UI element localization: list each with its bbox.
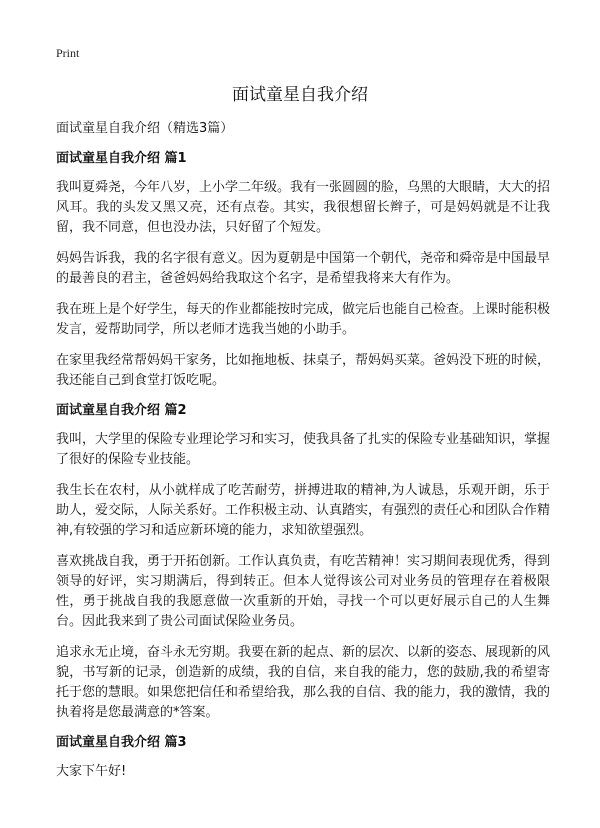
paragraph: 妈妈告诉我，我的名字很有意义。因为夏朝是中国第一个朝代，尧帝和舜帝是中国最早的最善良的君主，爸爸妈妈给我取这个名字，是希望我将来大有作为。 [56, 251, 551, 286]
paragraph: 我在班上是个好学生，每天的作业都能按时完成，做完后也能自己检查。上课时能积极发言，爱帮助同学，所以老师才选我当她的小助手。 [56, 302, 551, 337]
paragraph: 大家下午好! [56, 764, 127, 779]
section-heading: 面试童星自我介绍 篇1 [56, 151, 187, 166]
section-heading: 面试童星自我介绍 篇3 [56, 735, 187, 750]
document-body [56, 120, 550, 793]
paragraph: 追求永无止境，奋斗永无穷期。我要在新的起点、新的层次、以新的姿态、展现新的风貌，书写新的记录，创造新的成绩，我的自信，来自我的能力，您的鼓励,我的希望寄托于您的慧眼。如果您把信任和希望给我，那么我的自信、我的能力，我的激情，我的执着将是您最满意的*答案。 [56, 645, 551, 720]
paragraph: 在家里我经常帮妈妈干家务，比如拖地板、抹桌子，帮妈妈买菜。爸妈没下班的时候，我还能自己到食堂打饭吃呢。 [56, 353, 551, 388]
paragraph: 我叫夏舜尧，今年八岁，上小学二年级。我有一张圆圆的脸，乌黑的大眼睛，大大的招风耳。我的头发又黑又亮，还有点卷。其实，我很想留长辫子，可是妈妈就是不让我留，我不同意，但也没办法，只好留了个短发。 [56, 180, 551, 235]
section-1 [56, 150, 550, 391]
document-subtitle: 面试童星自我介绍（精选3篇） [56, 121, 234, 136]
print-label: Print [56, 46, 80, 60]
paragraph: 我叫，大学里的保险专业理论学习和实习，使我具备了扎实的保险专业基础知识，掌握了很好的保险专业技能。 [56, 432, 551, 467]
paragraph: 喜欢挑战自我，勇于开拓创新。工作认真负责，有吃苦精神！实习期间表现优秀，得到领导的好评，实习期满后，得到转正。但本人觉得该公司对业务员的管理存在着极限性，勇于挑战自我的我愿意做一次重新的开始，寻找一个可以更好展示自己的人生舞台。因此我来到了贵公司面试保险业务员。 [56, 554, 551, 629]
page-title: 面试童星自我介绍 [232, 85, 368, 105]
section-2 [56, 402, 550, 723]
paragraph: 我生长在农村，从小就样成了吃苦耐劳，拼搏进取的精神,为人诚恳，乐观开朗，乐于助人，爱交际，人际关系好。工作积极主动、认真踏实，有强烈的责任心和团队合作精神,有较强的学习和适应新环境的能力，求知欲望强烈。 [56, 483, 551, 538]
section-3 [56, 734, 550, 782]
section-heading: 面试童星自我介绍 篇2 [56, 403, 187, 418]
